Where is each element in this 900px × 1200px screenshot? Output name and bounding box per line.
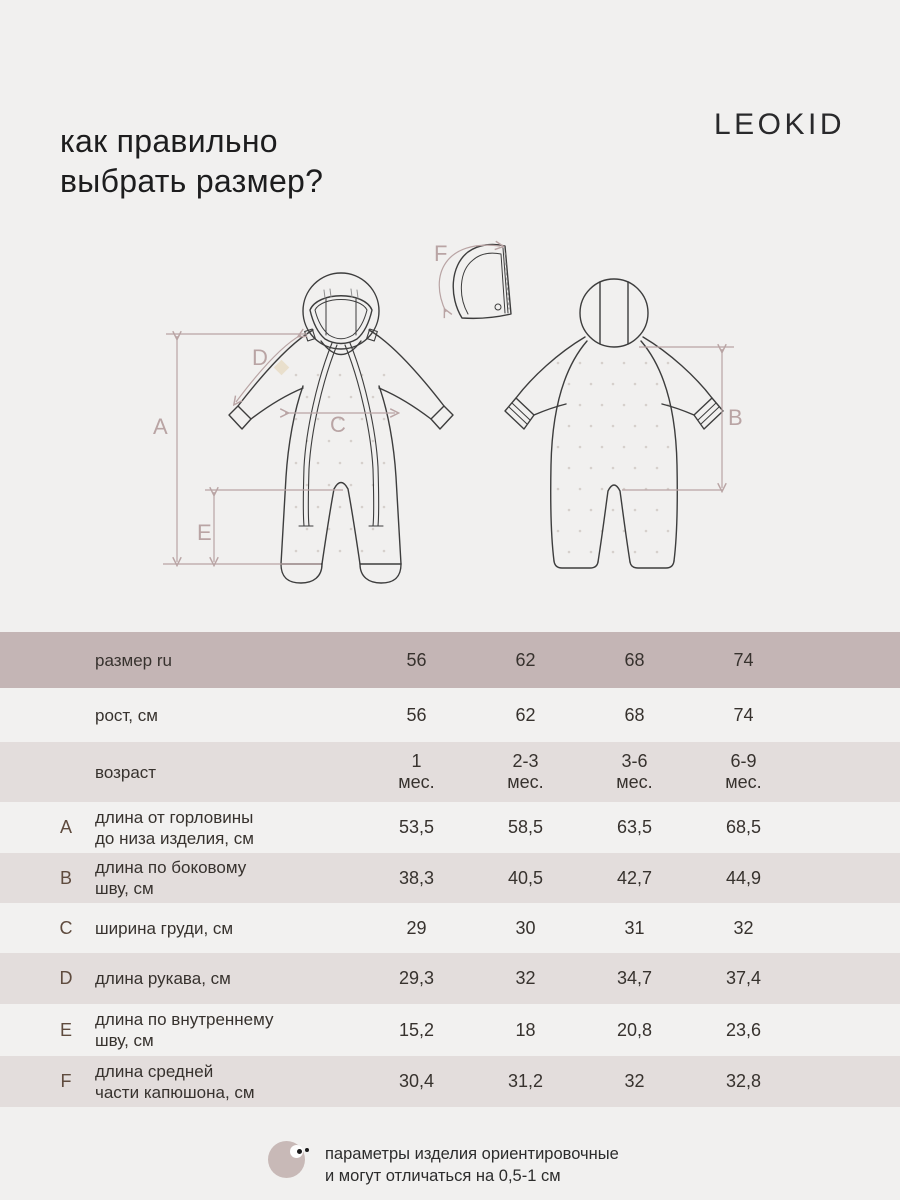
size-value-cell: 62 xyxy=(515,704,536,725)
measurement-lines xyxy=(163,245,734,564)
fabric-dots xyxy=(295,362,670,554)
size-value-cell: 74 xyxy=(733,704,754,725)
row-letter: B xyxy=(59,867,72,888)
size-value-cell: 62 xyxy=(515,649,536,670)
size-value-cell: 68 xyxy=(624,704,645,725)
size-value-cell: 31 xyxy=(624,917,645,938)
size-value-cell: 53,5 xyxy=(398,817,435,837)
size-value-cell: 1 мес. xyxy=(398,751,435,792)
footer-note-text: параметры изделия ориентировочные и могут отличаться на 0,5-1 см xyxy=(325,1145,619,1185)
table-row-age xyxy=(0,742,900,802)
size-value-cell: 68,5 xyxy=(725,817,762,837)
row-letter: A xyxy=(59,817,72,837)
label-D: D xyxy=(252,345,268,370)
table-row-D xyxy=(0,953,900,1004)
size-value-cell: 23,6 xyxy=(725,1019,762,1040)
size-table xyxy=(0,632,900,1107)
table-row-B xyxy=(0,853,900,903)
row-letter: E xyxy=(59,1019,72,1040)
size-value-cell: 63,5 xyxy=(616,817,653,837)
label-F: F xyxy=(434,241,448,266)
size-value-cell: 2-3 мес. xyxy=(507,751,544,792)
row-letter: F xyxy=(60,1071,72,1091)
hood-piece-drawing xyxy=(453,244,511,318)
table-row-F xyxy=(0,1056,900,1107)
size-value-cell: 32 xyxy=(733,917,754,938)
label-C: C xyxy=(330,412,346,437)
row-label: длина средней части капюшона, см xyxy=(95,1061,255,1102)
label-E: E xyxy=(197,520,212,545)
label-B: B xyxy=(728,405,743,430)
size-value-cell: 34,7 xyxy=(616,968,653,988)
size-value-cell: 58,5 xyxy=(507,817,544,837)
size-value-cell: 56 xyxy=(406,649,427,670)
row-label: длина по внутреннему шву, см xyxy=(95,1010,274,1050)
brand-logo: LEOKID xyxy=(713,108,845,141)
page-title-line1: как правильно xyxy=(60,123,278,160)
garment-diagram xyxy=(0,215,900,635)
size-value-cell: 32,8 xyxy=(725,1071,762,1091)
size-value-cell: 40,5 xyxy=(507,867,544,888)
row-label: длина рукава, см xyxy=(95,969,231,988)
size-value-cell: 38,3 xyxy=(398,867,435,888)
table-row-E xyxy=(0,1004,900,1056)
size-value-cell: 56 xyxy=(406,704,427,725)
table-row-height xyxy=(0,688,900,742)
footer-note xyxy=(268,1139,619,1187)
page-title xyxy=(60,121,323,201)
size-value-cell: 29 xyxy=(406,917,427,938)
row-label: рост, см xyxy=(95,705,158,725)
size-value-cell: 68 xyxy=(624,649,645,670)
measurement-labels xyxy=(153,241,743,545)
size-value-cell: 30,4 xyxy=(398,1071,435,1091)
table-row-C xyxy=(0,903,900,953)
size-value-cell: 44,9 xyxy=(725,867,762,888)
size-value-cell: 3-6 мес. xyxy=(616,751,653,792)
size-value-cell: 20,8 xyxy=(616,1019,653,1040)
row-label: длина по боковому шву, см xyxy=(95,858,247,898)
row-letter: D xyxy=(59,968,73,988)
size-value-cell: 32 xyxy=(624,1071,645,1091)
size-value-cell: 18 xyxy=(515,1019,536,1040)
row-label: возраст xyxy=(95,762,157,782)
size-value-cell: 6-9 мес. xyxy=(725,751,762,792)
size-value-cell: 31,2 xyxy=(507,1071,544,1091)
size-value-cell: 29,3 xyxy=(398,968,435,988)
mascot-icon xyxy=(268,1139,308,1179)
table-row-A xyxy=(0,802,900,853)
row-label: ширина груди, см xyxy=(95,918,234,938)
row-letter: C xyxy=(59,917,73,938)
size-value-cell: 30 xyxy=(515,917,536,938)
size-value-cell: 42,7 xyxy=(616,867,653,888)
back-view-drawing xyxy=(505,279,723,568)
page-title-line2: выбрать размер? xyxy=(60,163,324,200)
label-A: A xyxy=(153,414,168,439)
size-value-cell: 74 xyxy=(733,649,754,670)
table-row-size xyxy=(0,632,900,688)
size-value-cell: 15,2 xyxy=(398,1019,435,1040)
row-label: размер ru xyxy=(95,650,172,670)
row-label: длина от горловины до низа изделия, см xyxy=(95,807,254,848)
size-value-cell: 32 xyxy=(515,968,536,988)
size-value-cell: 37,4 xyxy=(725,968,762,988)
